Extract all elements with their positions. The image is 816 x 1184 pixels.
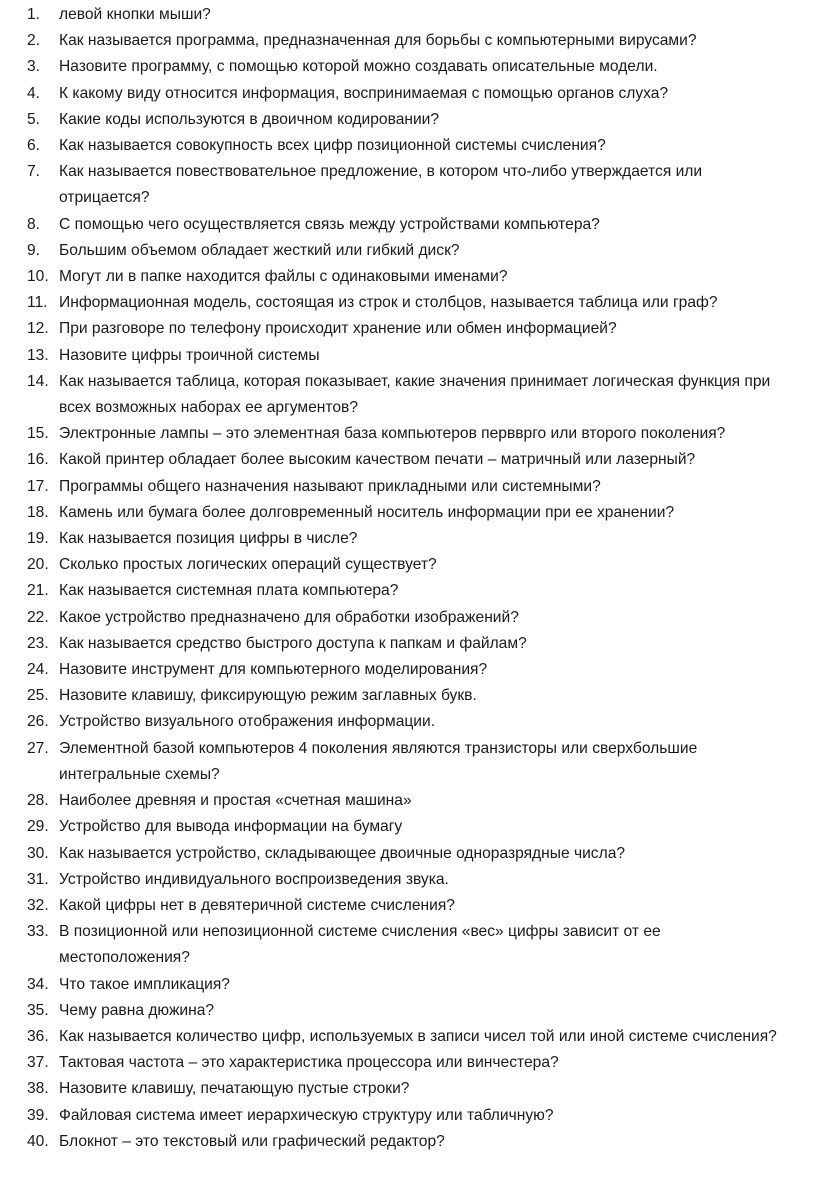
question-number: 38.: [27, 1080, 49, 1098]
question-text: левой кнопки мыши?: [59, 6, 211, 23]
question-item: [27, 500, 786, 526]
question-item: [27, 369, 786, 421]
question-item: [27, 264, 786, 290]
question-text: Могут ли в папке находится файлы с одинаковыми именами?: [59, 268, 508, 286]
question-text: Как называется позиция цифры в числе?: [59, 530, 358, 548]
question-text: Информационная модель, состоящая из строк и столбцов, называется таблица или граф?: [59, 294, 718, 312]
question-number: 4.: [27, 84, 41, 102]
question-text: Наиболее древняя и простая «счетная машина»: [59, 792, 412, 810]
question-number: 36.: [27, 1027, 49, 1045]
question-item: [27, 1024, 786, 1050]
question-text: Устройство для вывода информации на бумагу: [59, 818, 403, 836]
question-number: 6.: [27, 137, 41, 155]
question-item: [27, 316, 786, 342]
question-item: [27, 54, 786, 80]
question-text: Назовите инструмент для компьютерного моделирования?: [59, 661, 488, 679]
question-item: [27, 343, 786, 369]
question-number: 27.: [27, 739, 49, 757]
question-number: 18.: [27, 503, 49, 521]
question-number: 40.: [27, 1132, 49, 1150]
question-text: Устройство индивидуального воспроизведения звука.: [59, 870, 449, 888]
question-item: [27, 998, 786, 1024]
question-item: [27, 159, 786, 211]
question-number: 7.: [27, 163, 41, 181]
question-number: 24.: [27, 661, 49, 679]
question-number: 29.: [27, 818, 49, 836]
question-number: 5.: [27, 110, 41, 128]
question-number: 19.: [27, 530, 49, 548]
question-item: [27, 212, 786, 238]
question-text: Как называется системная плата компьютера?: [59, 582, 399, 600]
question-item: [27, 552, 786, 578]
question-number: 17.: [27, 477, 49, 495]
question-item: [27, 736, 786, 788]
question-item: [27, 841, 786, 867]
question-number: 2.: [27, 32, 41, 50]
question-number: 34.: [27, 975, 49, 993]
question-number: 33.: [27, 923, 49, 941]
question-item: [27, 526, 786, 552]
question-text: Блокнот – это текстовый или графический редактор?: [59, 1132, 445, 1150]
question-item: [27, 81, 786, 107]
question-number: 23.: [27, 634, 49, 652]
question-item: [27, 1050, 786, 1076]
question-number: 8.: [27, 215, 41, 233]
question-text: Как называется совокупность всех цифр позиционной системы счисления?: [59, 137, 606, 155]
question-text: Как называется количество цифр, используемых в записи чисел той или иной системе счисления?: [59, 1027, 777, 1045]
question-text: Программы общего назначения называют прикладными или системными?: [59, 477, 601, 495]
question-number: 39.: [27, 1106, 49, 1124]
question-text: Как называется программа, предназначенная для борьбы с компьютерными вирусами?: [59, 32, 697, 50]
question-text: Как называется повествовательное предложение, в котором что-либо утверждается или отрицается?: [59, 163, 703, 207]
question-item: [27, 474, 786, 500]
question-number: 13.: [27, 346, 49, 364]
question-item: [27, 2, 786, 28]
question-number: 11.: [27, 294, 48, 312]
question-number: 1.: [27, 6, 41, 23]
question-text: Как называется средство быстрого доступа к папкам и файлам?: [59, 634, 527, 652]
question-text: Элементной базой компьютеров 4 поколения являются транзисторы или сверхбольшие интегральные схемы?: [59, 739, 698, 783]
question-text: Файловая система имеет иерархическую структуру или табличную?: [59, 1106, 554, 1124]
question-number: 3.: [27, 58, 41, 76]
question-text: Назовите клавишу, фиксирующую режим заглавных букв.: [59, 687, 477, 705]
question-text: Тактовая частота – это характеристика процессора или винчестера?: [59, 1054, 559, 1072]
question-text: Назовите программу, с помощью которой можно создавать описательные модели.: [59, 58, 658, 76]
question-number: 28.: [27, 792, 49, 810]
question-text: Назовите клавишу, печатающую пустые строки?: [59, 1080, 410, 1098]
question-number: 22.: [27, 608, 49, 626]
question-text: При разговоре по телефону происходит хранение или обмен информацией?: [59, 320, 617, 338]
question-text: Сколько простых логических операций существует?: [59, 556, 437, 574]
question-number: 30.: [27, 844, 49, 862]
question-item: [27, 788, 786, 814]
question-number: 35.: [27, 1001, 49, 1019]
question-item: [27, 631, 786, 657]
question-item: [27, 238, 786, 264]
question-item: [27, 709, 786, 735]
question-text: Что такое импликация?: [59, 975, 230, 993]
question-text: Какой цифры нет в девятеричной системе счисления?: [59, 896, 455, 914]
question-item: [27, 867, 786, 893]
question-item: [27, 1103, 786, 1129]
question-item: [27, 972, 786, 998]
question-number: 32.: [27, 896, 49, 914]
question-text: Чему равна дюжина?: [59, 1001, 215, 1019]
question-text: Электронные лампы – это элементная база компьютеров первврго или второго поколения?: [59, 425, 726, 443]
question-list: [27, 2, 786, 1155]
question-number: 25.: [27, 687, 49, 705]
question-item: [27, 657, 786, 683]
question-item: [27, 919, 786, 971]
question-item: [27, 893, 786, 919]
question-item: [27, 578, 786, 604]
question-number: 15.: [27, 425, 49, 443]
question-text: Какие коды используются в двоичном кодировании?: [59, 110, 440, 128]
question-number: 31.: [27, 870, 49, 888]
question-text: Устройство визуального отображения информации.: [59, 713, 436, 731]
question-item: [27, 421, 786, 447]
question-number: 10.: [27, 268, 49, 286]
question-text: Камень или бумага более долговременный носитель информации при ее хранении?: [59, 503, 675, 521]
question-item: [27, 107, 786, 133]
question-number: 21.: [27, 582, 49, 600]
question-number: 9.: [27, 241, 41, 259]
question-text: Какое устройство предназначено для обработки изображений?: [59, 608, 519, 626]
question-number: 12.: [27, 320, 49, 338]
question-text: К какому виду относится информация, воспринимаемая с помощью органов слуха?: [59, 84, 669, 102]
question-item: [27, 1076, 786, 1102]
question-text: В позиционной или непозиционной системе счисления «вес» цифры зависит от ее местоположения?: [59, 923, 661, 967]
question-text: Назовите цифры троичной системы: [59, 346, 320, 364]
question-number: 26.: [27, 713, 49, 731]
question-item: [27, 814, 786, 840]
question-item: [27, 683, 786, 709]
question-item: [27, 133, 786, 159]
question-text: Какой принтер обладает более высоким качеством печати – матричный или лазерный?: [59, 451, 696, 469]
question-number: 16.: [27, 451, 49, 469]
question-item: [27, 290, 786, 316]
question-text: С помощью чего осуществляется связь между устройствами компьютера?: [59, 215, 600, 233]
question-number: 14.: [27, 372, 49, 390]
question-number: 37.: [27, 1054, 49, 1072]
question-item: [27, 605, 786, 631]
question-item: [27, 447, 786, 473]
question-item: [27, 1129, 786, 1155]
question-item: [27, 28, 786, 54]
question-number: 20.: [27, 556, 49, 574]
question-text: Как называется устройство, складывающее двоичные одноразрядные числа?: [59, 844, 626, 862]
question-text: Как называется таблица, которая показывает, какие значения принимает логическая функция при всех возможных наборах ее аргументов?: [59, 372, 771, 417]
question-text: Большим объемом обладает жесткий или гибкий диск?: [59, 241, 460, 259]
